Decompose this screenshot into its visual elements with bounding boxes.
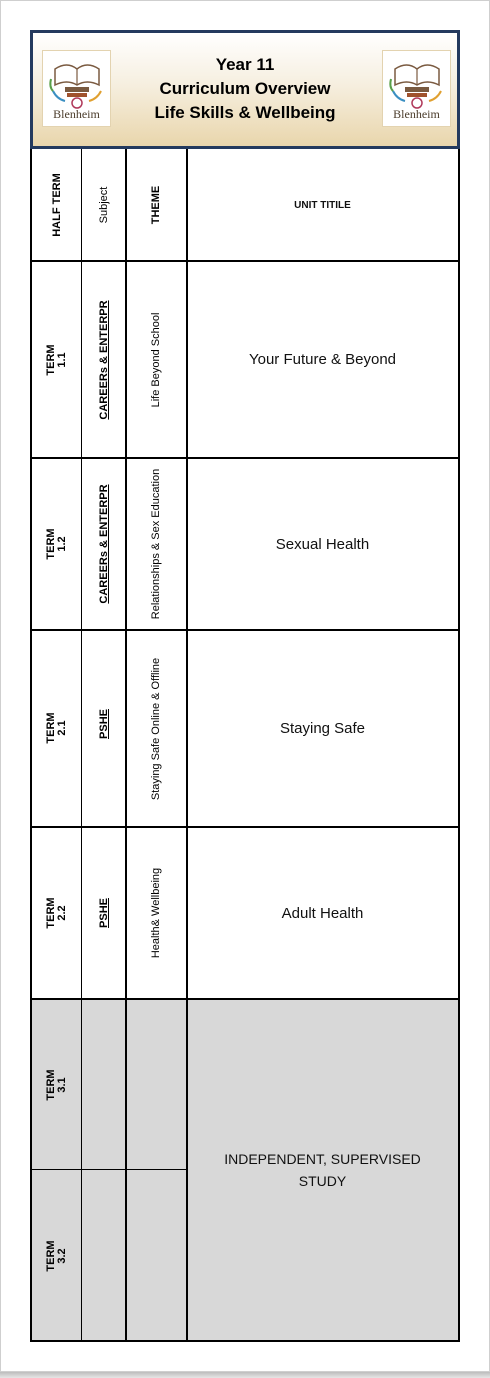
unit-title: Sexual Health [275,535,370,553]
header-theme: THEME [150,185,162,225]
subject-label: PSHE [98,709,110,739]
school-logo-left [42,50,111,127]
school-logo-right [382,50,451,127]
theme-label: Health& Wellbeing [150,867,162,959]
header-subject: Subject [98,186,110,224]
term-label: TERM 1.1 [45,344,68,376]
title-overview: Curriculum Overview [159,79,331,98]
theme-label: Staying Safe Online & Offline [150,657,162,801]
book-crest-icon [43,51,112,111]
independent-study-cell: INDEPENDENT, SUPERVISED STUDY [224,1151,421,1189]
subject-label: PSHE [98,898,110,928]
term-label: TERM 1.2 [45,528,68,560]
subject-label: CAREERs & ENTERPR [98,484,110,604]
theme-label: Life Beyond School [150,312,162,408]
unit-title: Adult Health [281,904,364,922]
logo-text: Blenheim [393,107,440,121]
title-subject: Life Skills & Wellbeing [154,103,336,122]
header-half-term: HALF TERM [51,173,63,237]
theme-label: Relationships & Sex Education [150,468,162,620]
row-divider [30,1169,187,1170]
title-year: Year 11 [215,55,275,74]
column-divider [81,149,82,1342]
table-border-right [458,149,460,1342]
term-label: TERM 3.2 [45,1240,68,1272]
table-border-left [30,149,32,1342]
column-divider [125,149,127,1342]
table-border-bottom [30,1340,460,1342]
term-label: TERM 3.1 [45,1069,68,1101]
term-label: TERM 2.1 [45,712,68,744]
unit-title: Your Future & Beyond [248,351,397,368]
book-crest-icon [383,51,452,111]
header-unit-title: UNIT TITILE [294,199,351,211]
document-header [30,30,460,149]
logo-text: Blenheim [53,107,100,121]
term-label: TERM 2.2 [45,897,68,929]
page-shadow [0,1372,490,1378]
subject-label: CAREERs & ENTERPR [98,300,110,420]
page-title [113,53,377,125]
unit-title: Staying Safe [279,720,366,737]
